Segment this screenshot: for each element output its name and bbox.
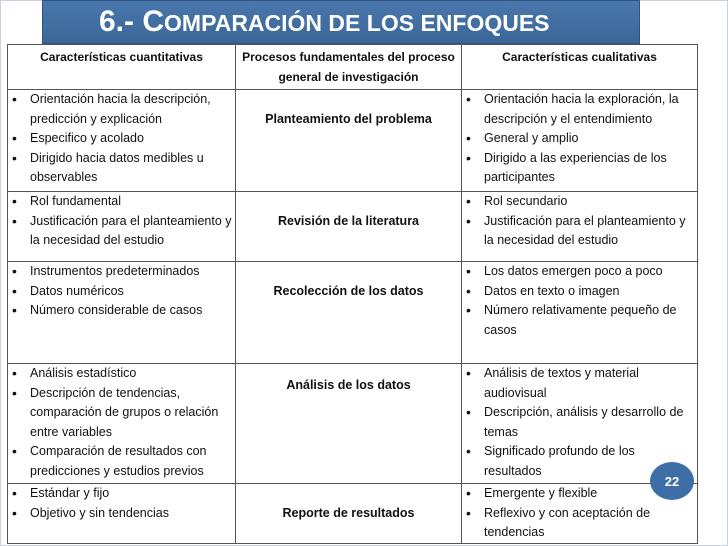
list-item: • Significado profundo de los resultados — [462, 442, 697, 481]
list-item: • Descripción de tendencias, comparación de grupos o relación entre variables — [8, 384, 235, 443]
list-item: • Dirigido hacia datos medibles u observables — [8, 149, 235, 188]
list-item: • Número relativamente pequeño de casos — [462, 301, 697, 340]
process-cell: Planteamiento del problema — [236, 90, 462, 192]
list-item: • Especifico y acolado — [8, 129, 235, 149]
qualitative-cell — [462, 192, 698, 262]
list-item: • Reflexivo y con aceptación de tendencias — [462, 504, 697, 543]
page-number-badge: 22 — [650, 462, 694, 500]
list-item: • Descripción, análisis y desarrollo de temas — [462, 403, 697, 442]
process-cell: Recolección de los datos — [236, 262, 462, 364]
table-row — [8, 364, 698, 484]
list-item: • Análisis estadístico — [8, 364, 235, 384]
title-bar — [42, 0, 640, 44]
list-item: • General y amplio — [462, 129, 697, 149]
list-item: • Número considerable de casos — [8, 301, 235, 321]
process-cell: Reporte de resultados — [236, 484, 462, 544]
quantitative-cell — [8, 364, 236, 484]
list-item: • Comparación de resultados con predicciones y estudios previos — [8, 442, 235, 481]
list-item: • Rol secundario — [462, 192, 697, 212]
list-item: • Instrumentos predeterminados — [8, 262, 235, 282]
process-cell: Análisis de los datos — [236, 364, 462, 484]
table-row — [8, 192, 698, 262]
header-quantitative: Características cuantitativas — [8, 45, 236, 90]
list-item: • Orientación hacia la descripción, predicción y explicación — [8, 90, 235, 129]
list-item: • Los datos emergen poco a poco — [462, 262, 697, 282]
list-item: • Análisis de textos y material audiovisual — [462, 364, 697, 403]
list-item: • Orientación hacia la exploración, la descripción y el entendimiento — [462, 90, 697, 129]
list-item: • Datos numéricos — [8, 282, 235, 302]
list-item: • Emergente y flexible — [462, 484, 697, 504]
qualitative-cell — [462, 90, 698, 192]
list-item: • Justificación para el planteamiento y la necesidad del estudio — [462, 212, 697, 251]
list-item: • Rol fundamental — [8, 192, 235, 212]
list-item: • Estándar y fijo — [8, 484, 235, 504]
table-row — [8, 90, 698, 192]
comparison-table — [7, 44, 698, 544]
header-row — [8, 45, 698, 90]
table-row — [8, 262, 698, 364]
process-cell: Revisión de la literatura — [236, 192, 462, 262]
qualitative-cell — [462, 262, 698, 364]
quantitative-cell — [8, 90, 236, 192]
list-item: • Objetivo y sin tendencias — [8, 504, 235, 524]
list-item: • Dirigido a las experiencias de los participantes — [462, 149, 697, 188]
list-item: • Datos en texto o imagen — [462, 282, 697, 302]
quantitative-cell — [8, 262, 236, 364]
list-item: • Justificación para el planteamiento y la necesidad del estudio — [8, 212, 235, 251]
header-qualitative: Características cualitativas — [462, 45, 698, 90]
table-row — [8, 484, 698, 544]
header-process: Procesos fundamentales del proceso general de investigación — [236, 45, 462, 90]
quantitative-cell — [8, 192, 236, 262]
slide-title: 6.- COMPARACIÓN DE LOS ENFOQUES — [99, 5, 550, 38]
quantitative-cell — [8, 484, 236, 544]
